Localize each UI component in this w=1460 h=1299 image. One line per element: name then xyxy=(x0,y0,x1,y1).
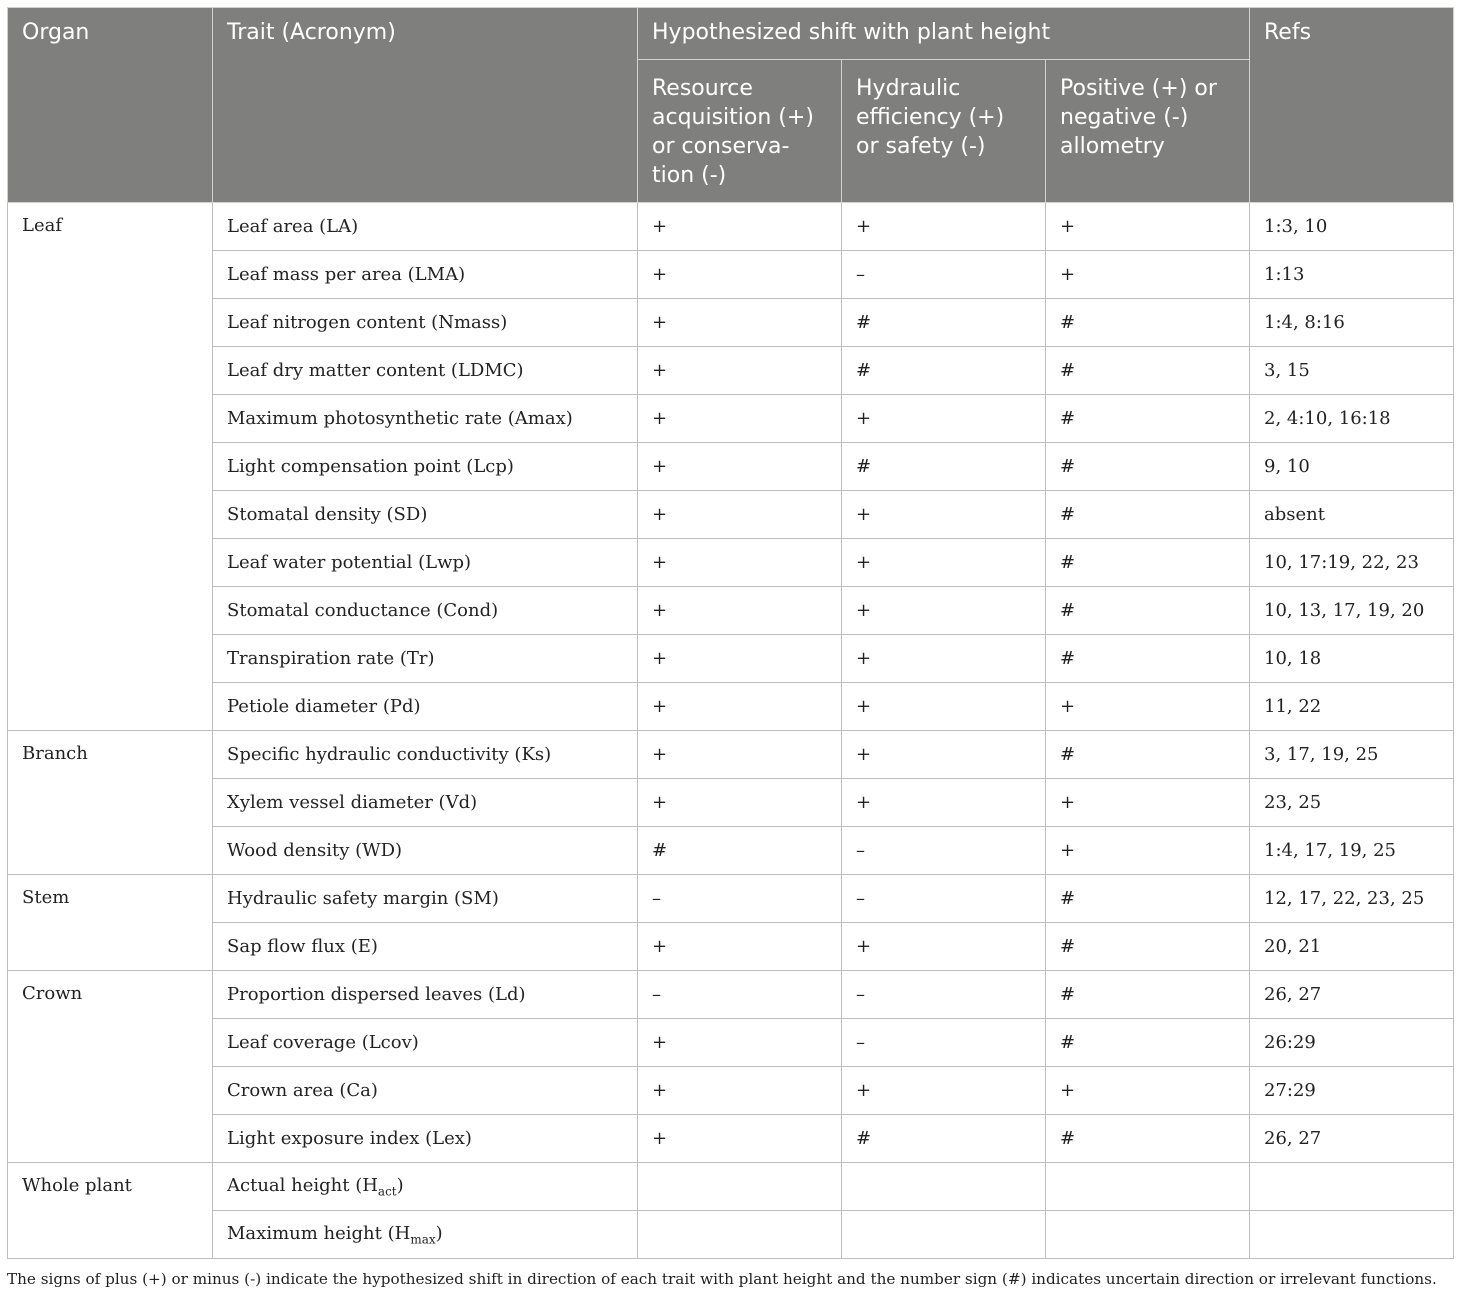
table-row xyxy=(8,779,1454,827)
refs-cell: 20, 21 xyxy=(1250,923,1454,971)
header-hypothesized-shift: Hypothesized shift with plant height xyxy=(638,8,1250,60)
refs-cell: 3, 15 xyxy=(1250,347,1454,395)
trait-cell: Leaf coverage (Lcov) xyxy=(213,1019,638,1067)
resource-cell xyxy=(638,1211,842,1259)
allometry-cell: + xyxy=(1046,779,1250,827)
allometry-cell: + xyxy=(1046,251,1250,299)
refs-cell: absent xyxy=(1250,491,1454,539)
table-row xyxy=(8,443,1454,491)
refs-cell: 26, 27 xyxy=(1250,971,1454,1019)
table-row xyxy=(8,203,1454,251)
refs-cell: 9, 10 xyxy=(1250,443,1454,491)
table-row xyxy=(8,1019,1454,1067)
trait-cell: Stomatal conductance (Cond) xyxy=(213,587,638,635)
resource-cell: – xyxy=(638,875,842,923)
resource-cell: + xyxy=(638,1019,842,1067)
trait-cell: Proportion dispersed leaves (Ld) xyxy=(213,971,638,1019)
table-row xyxy=(8,971,1454,1019)
hydraulic-cell: # xyxy=(842,299,1046,347)
trait-cell: Wood density (WD) xyxy=(213,827,638,875)
traits-table xyxy=(7,7,1454,1259)
allometry-cell: # xyxy=(1046,395,1250,443)
hydraulic-cell: + xyxy=(842,683,1046,731)
trait-cell xyxy=(213,1211,638,1259)
table-row xyxy=(8,395,1454,443)
hydraulic-cell: + xyxy=(842,1067,1046,1115)
organ-cell: Leaf xyxy=(8,203,213,731)
allometry-cell: # xyxy=(1046,923,1250,971)
table-row xyxy=(8,539,1454,587)
hydraulic-cell: + xyxy=(842,491,1046,539)
resource-cell: + xyxy=(638,923,842,971)
table-row xyxy=(8,1067,1454,1115)
resource-cell: + xyxy=(638,443,842,491)
table-row xyxy=(8,683,1454,731)
trait-subscript: max xyxy=(410,1232,436,1247)
allometry-cell: # xyxy=(1046,1115,1250,1163)
trait-cell: Sap flow flux (E) xyxy=(213,923,638,971)
resource-cell: + xyxy=(638,635,842,683)
table-row xyxy=(8,635,1454,683)
allometry-cell: # xyxy=(1046,635,1250,683)
allometry-cell: + xyxy=(1046,203,1250,251)
refs-cell: 26:29 xyxy=(1250,1019,1454,1067)
refs-cell: 1:3, 10 xyxy=(1250,203,1454,251)
refs-cell xyxy=(1250,1211,1454,1259)
trait-cell: Hydraulic safety margin (SM) xyxy=(213,875,638,923)
resource-cell: + xyxy=(638,587,842,635)
trait-cell: Stomatal density (SD) xyxy=(213,491,638,539)
resource-cell: + xyxy=(638,251,842,299)
refs-cell: 12, 17, 22, 23, 25 xyxy=(1250,875,1454,923)
allometry-cell: # xyxy=(1046,347,1250,395)
allometry-cell: # xyxy=(1046,971,1250,1019)
resource-cell: + xyxy=(638,1115,842,1163)
refs-cell xyxy=(1250,1163,1454,1211)
allometry-cell xyxy=(1046,1163,1250,1211)
resource-cell: + xyxy=(638,731,842,779)
allometry-cell: + xyxy=(1046,1067,1250,1115)
trait-cell: Petiole diameter (Pd) xyxy=(213,683,638,731)
trait-cell: Maximum photosynthetic rate (Amax) xyxy=(213,395,638,443)
allometry-cell: + xyxy=(1046,827,1250,875)
header-trait: Trait (Acronym) xyxy=(213,8,638,203)
allometry-cell: # xyxy=(1046,875,1250,923)
hydraulic-cell: # xyxy=(842,443,1046,491)
table-row xyxy=(8,1163,1454,1211)
header-organ: Organ xyxy=(8,8,213,203)
allometry-cell xyxy=(1046,1211,1250,1259)
trait-cell: Light exposure index (Lex) xyxy=(213,1115,638,1163)
header-allometry: Positive (+) or negative (-) allometry xyxy=(1046,60,1250,203)
trait-cell: Xylem vessel diameter (Vd) xyxy=(213,779,638,827)
trait-close: ) xyxy=(396,1174,404,1196)
resource-cell: + xyxy=(638,299,842,347)
refs-cell: 3, 17, 19, 25 xyxy=(1250,731,1454,779)
table-footnote: The signs of plus (+) or minus (-) indicate the hypothesized shift in direction of each trait with plant height and the number sign (#) indicates uncertain direction or irrelevant functions. xyxy=(7,1270,1437,1288)
hydraulic-cell: + xyxy=(842,395,1046,443)
trait-cell: Leaf nitrogen content (Nmass) xyxy=(213,299,638,347)
allometry-cell: # xyxy=(1046,587,1250,635)
resource-cell: + xyxy=(638,203,842,251)
refs-cell: 27:29 xyxy=(1250,1067,1454,1115)
resource-cell: + xyxy=(638,683,842,731)
hydraulic-cell: + xyxy=(842,635,1046,683)
hydraulic-cell: + xyxy=(842,779,1046,827)
hydraulic-cell: # xyxy=(842,347,1046,395)
resource-cell: # xyxy=(638,827,842,875)
resource-cell: + xyxy=(638,539,842,587)
resource-cell: + xyxy=(638,779,842,827)
hydraulic-cell: + xyxy=(842,587,1046,635)
resource-cell: + xyxy=(638,395,842,443)
table-row xyxy=(8,875,1454,923)
whole-plant-group xyxy=(8,1163,1454,1259)
hydraulic-cell: – xyxy=(842,971,1046,1019)
table-row xyxy=(8,347,1454,395)
resource-cell xyxy=(638,1163,842,1211)
table-row xyxy=(8,827,1454,875)
allometry-cell: # xyxy=(1046,299,1250,347)
table-row xyxy=(8,299,1454,347)
table-body xyxy=(8,203,1454,1163)
refs-cell: 10, 18 xyxy=(1250,635,1454,683)
refs-cell: 1:4, 17, 19, 25 xyxy=(1250,827,1454,875)
resource-cell: – xyxy=(638,971,842,1019)
hydraulic-cell: + xyxy=(842,731,1046,779)
refs-cell: 10, 13, 17, 19, 20 xyxy=(1250,587,1454,635)
hydraulic-cell: – xyxy=(842,875,1046,923)
hydraulic-cell: – xyxy=(842,827,1046,875)
table-container xyxy=(7,7,1453,1259)
trait-label: Actual height (H xyxy=(227,1174,378,1196)
trait-cell: Specific hydraulic conductivity (Ks) xyxy=(213,731,638,779)
table-header xyxy=(8,8,1454,203)
trait-label: Maximum height (H xyxy=(227,1222,411,1244)
trait-cell: Leaf dry matter content (LDMC) xyxy=(213,347,638,395)
table-row xyxy=(8,731,1454,779)
trait-subscript: act xyxy=(377,1184,397,1199)
table-row xyxy=(8,1115,1454,1163)
hydraulic-cell: + xyxy=(842,923,1046,971)
hydraulic-cell: – xyxy=(842,1019,1046,1067)
refs-cell: 1:4, 8:16 xyxy=(1250,299,1454,347)
header-hydraulic: Hydraulic efficiency (+) or safety (-) xyxy=(842,60,1046,203)
resource-cell: + xyxy=(638,1067,842,1115)
refs-cell: 23, 25 xyxy=(1250,779,1454,827)
trait-close: ) xyxy=(435,1222,443,1244)
header-resource: Resource acquisition (+) or conserva-tion (-) xyxy=(638,60,842,203)
allometry-cell: # xyxy=(1046,443,1250,491)
hydraulic-cell: – xyxy=(842,251,1046,299)
trait-cell: Leaf area (LA) xyxy=(213,203,638,251)
trait-cell: Transpiration rate (Tr) xyxy=(213,635,638,683)
trait-cell xyxy=(213,1163,638,1211)
refs-cell: 26, 27 xyxy=(1250,1115,1454,1163)
table-row xyxy=(8,587,1454,635)
allometry-cell: + xyxy=(1046,683,1250,731)
resource-cell: + xyxy=(638,491,842,539)
allometry-cell: # xyxy=(1046,1019,1250,1067)
trait-cell: Leaf water potential (Lwp) xyxy=(213,539,638,587)
header-refs: Refs xyxy=(1250,8,1454,203)
refs-cell: 1:13 xyxy=(1250,251,1454,299)
organ-cell: Whole plant xyxy=(8,1163,213,1259)
organ-cell: Crown xyxy=(8,971,213,1163)
hydraulic-cell xyxy=(842,1163,1046,1211)
trait-cell: Leaf mass per area (LMA) xyxy=(213,251,638,299)
hydraulic-cell: + xyxy=(842,203,1046,251)
organ-cell: Stem xyxy=(8,875,213,971)
allometry-cell: # xyxy=(1046,539,1250,587)
allometry-cell: # xyxy=(1046,731,1250,779)
table-row xyxy=(8,1211,1454,1259)
trait-cell: Crown area (Ca) xyxy=(213,1067,638,1115)
trait-cell: Light compensation point (Lcp) xyxy=(213,443,638,491)
table-row xyxy=(8,491,1454,539)
hydraulic-cell: + xyxy=(842,539,1046,587)
refs-cell: 10, 17:19, 22, 23 xyxy=(1250,539,1454,587)
organ-cell: Branch xyxy=(8,731,213,875)
hydraulic-cell: # xyxy=(842,1115,1046,1163)
resource-cell: + xyxy=(638,347,842,395)
table-row xyxy=(8,251,1454,299)
refs-cell: 11, 22 xyxy=(1250,683,1454,731)
refs-cell: 2, 4:10, 16:18 xyxy=(1250,395,1454,443)
table-row xyxy=(8,923,1454,971)
hydraulic-cell xyxy=(842,1211,1046,1259)
allometry-cell: # xyxy=(1046,491,1250,539)
